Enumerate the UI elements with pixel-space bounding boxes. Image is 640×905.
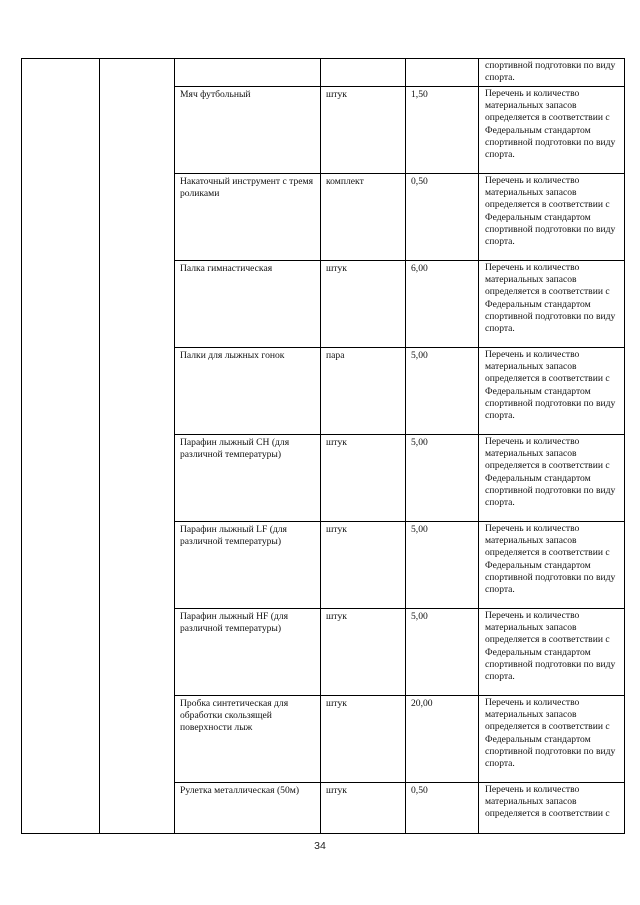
name-cell: Парафин лыжный LF (для различной температуры) [175,522,321,609]
name-cell: Мяч футбольный [175,87,321,174]
name-cell [175,59,321,87]
unit-cell: штук [321,261,406,348]
unit-cell [321,59,406,87]
qty-cell [406,59,479,87]
qty-cell: 5,00 [406,435,479,522]
qty-cell: 20,00 [406,696,479,783]
name-cell: Палки для лыжных гонок [175,348,321,435]
merged-cell-col-1 [22,59,100,834]
note-cell: Перечень и количество материальных запасов определяется в соответствии с Федеральным стандартом спортивной подготовки по виду спорта. [479,87,625,174]
equipment-table [21,58,625,834]
name-cell: Пробка синтетическая для обработки скользящей поверхности лыж [175,696,321,783]
qty-cell: 0,50 [406,783,479,834]
note-cell: Перечень и количество материальных запасов определяется в соответствии с Федеральным стандартом спортивной подготовки по виду спорта. [479,174,625,261]
note-cell: Перечень и количество материальных запасов определяется в соответствии с Федеральным стандартом спортивной подготовки по виду спорта. [479,522,625,609]
qty-cell: 1,50 [406,87,479,174]
merged-cell-col-2 [100,59,175,834]
unit-cell: комплект [321,174,406,261]
note-cell: Перечень и количество материальных запасов определяется в соответствии с Федеральным стандартом спортивной подготовки по виду спорта. [479,348,625,435]
equipment-table-sheet [21,58,624,833]
qty-cell: 6,00 [406,261,479,348]
name-cell: Рулетка металлическая (50м) [175,783,321,834]
table-row-continuation [22,59,625,87]
unit-cell: штук [321,522,406,609]
unit-cell: штук [321,696,406,783]
qty-cell: 5,00 [406,522,479,609]
unit-cell: штук [321,609,406,696]
name-cell: Палка гимнастическая [175,261,321,348]
note-cell: Перечень и количество материальных запасов определяется в соответствии с [479,783,625,834]
unit-cell: пара [321,348,406,435]
note-cell: спортивной подготовки по виду спорта. [479,59,625,87]
unit-cell: штук [321,783,406,834]
name-cell: Парафин лыжный CH (для различной температуры) [175,435,321,522]
note-cell: Перечень и количество материальных запасов определяется в соответствии с Федеральным стандартом спортивной подготовки по виду спорта. [479,435,625,522]
name-cell: Парафин лыжный HF (для различной температуры) [175,609,321,696]
note-cell: Перечень и количество материальных запасов определяется в соответствии с Федеральным стандартом спортивной подготовки по виду спорта. [479,609,625,696]
name-cell: Накаточный инструмент с тремя роликами [175,174,321,261]
note-cell: Перечень и количество материальных запасов определяется в соответствии с Федеральным стандартом спортивной подготовки по виду спорта. [479,261,625,348]
qty-cell: 5,00 [406,348,479,435]
qty-cell: 0,50 [406,174,479,261]
page-number: 34 [314,840,326,852]
unit-cell: штук [321,435,406,522]
unit-cell: штук [321,87,406,174]
qty-cell: 5,00 [406,609,479,696]
note-cell: Перечень и количество материальных запасов определяется в соответствии с Федеральным стандартом спортивной подготовки по виду спорта. [479,696,625,783]
